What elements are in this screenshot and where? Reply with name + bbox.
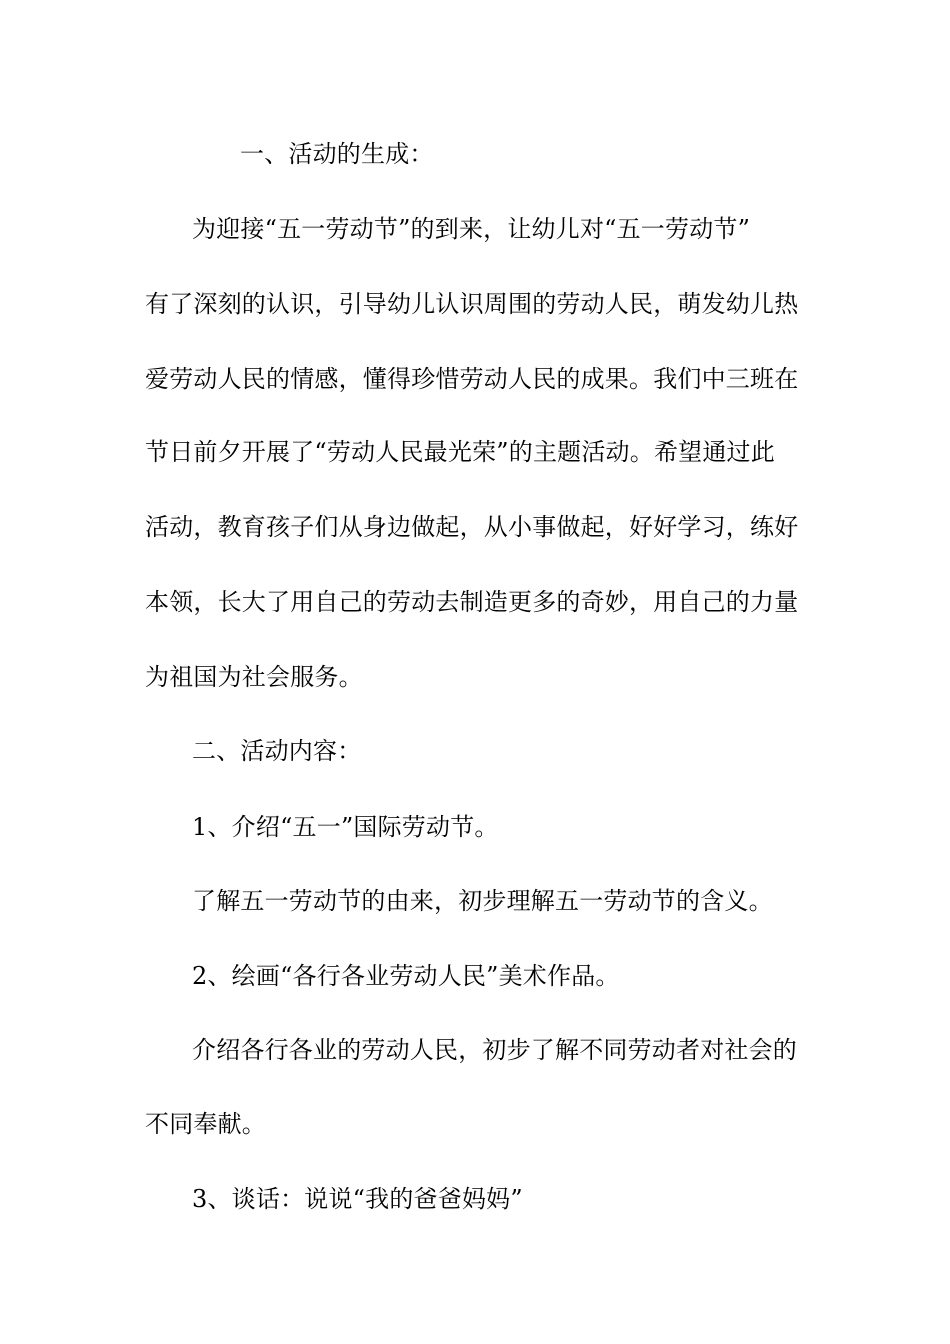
item2-title: 2、绘画“各行各业劳动人民”美术作品。	[192, 962, 620, 990]
paragraph-line: 本领，长大了用自己的劳动去制造更多的奇妙，用自己的力量	[145, 588, 799, 616]
paragraph-line: 有了深刻的认识，引导幼儿认识周围的劳动人民，萌发幼儿热	[145, 290, 799, 318]
paragraph-line: 爱劳动人民的情感，懂得珍惜劳动人民的成果。我们中三班在	[145, 365, 799, 393]
section2-heading: 二、活动内容：	[192, 737, 362, 765]
paragraph-line: 节日前夕开展了“劳动人民最光荣”的主题活动。希望通过此	[145, 438, 775, 466]
item1-description: 了解五一劳动节的由来，初步理解五一劳动节的含义。	[192, 887, 773, 915]
paragraph-line: 活动，教育孩子们从身边做起，从小事做起，好好学习，练好	[145, 513, 799, 541]
item2-description-line: 不同奉献。	[145, 1110, 266, 1138]
item2-description-line: 介绍各行各业的劳动人民，初步了解不同劳动者对社会的	[192, 1036, 797, 1064]
item3-title: 3、谈话：说说“我的爸爸妈妈”	[192, 1185, 523, 1213]
paragraph-line: 为祖国为社会服务。	[145, 663, 363, 691]
item1-title: 1、介绍“五一”国际劳动节。	[192, 813, 499, 841]
section1-heading: 一、活动的生成：	[240, 140, 434, 168]
paragraph-line: 为迎接“五一劳动节”的到来，让幼儿对“五一劳动节”	[192, 215, 751, 243]
